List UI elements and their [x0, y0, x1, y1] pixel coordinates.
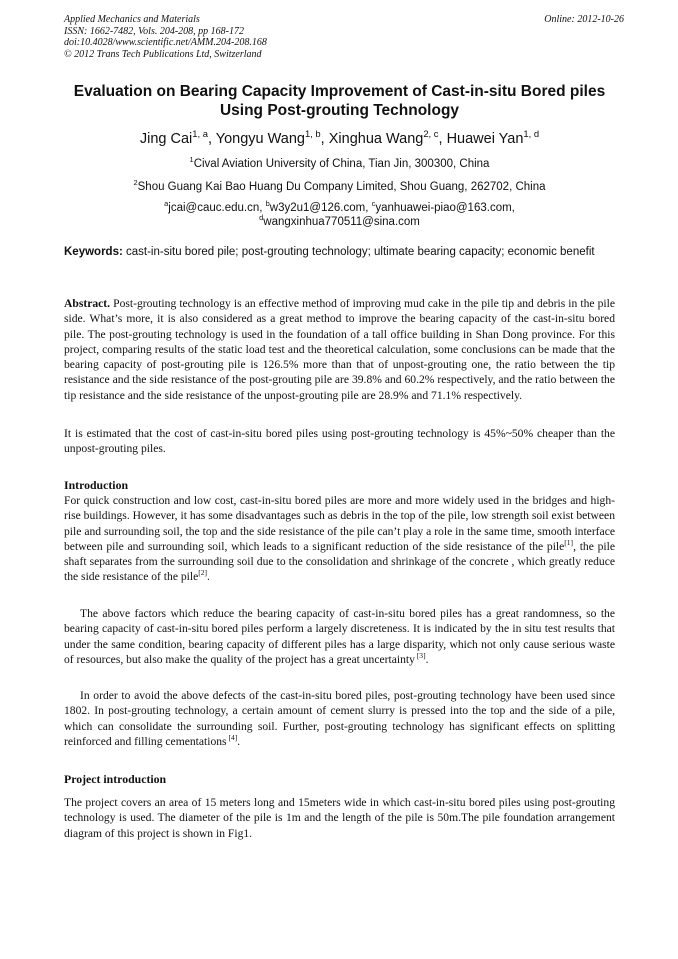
email-address: jcai@cauc.edu.cn, [168, 202, 266, 214]
author-affil-mark: 1, a [192, 128, 208, 140]
email-mark: a [164, 199, 169, 209]
email-address: wangxinhua770511@sina.com [263, 216, 420, 228]
email-mark: d [259, 213, 264, 223]
author-name: Yongyu Wang [215, 131, 305, 147]
keywords-label: Keywords: [64, 246, 123, 258]
keywords [64, 245, 615, 259]
author-name: Xinghua Wang [328, 131, 424, 147]
abstract-label: Abstract. [64, 297, 111, 310]
email-list [64, 201, 615, 229]
email-address: w3y2u1@126.com, [269, 202, 372, 214]
email-address: yanhuawei-piao@163.com, [375, 202, 515, 214]
journal-name: Applied Mechanics and Materials [64, 14, 200, 25]
affiliation-text: Cival Aviation University of China, Tian Jin, 300300, China [193, 158, 490, 170]
title-line-1: Evaluation on Bearing Capacity Improvement of Cast-in-situ Bored piles [73, 83, 606, 100]
project-introduction-heading: Project introduction [64, 772, 167, 786]
introduction-paragraph-2: The above factors which reduce the bearing capacity of cast-in-situ bored piles has a great randomness, so the bearing capacity of cast-in-situ bored piles perform a largely discreteness. It is indicated by the in situ test results that under the same condition, bearing capacity of different piles has a large disparity, which not only cause serious waste of resources, but also make the quality of the project has a great uncertainty [3]. [64, 607, 615, 666]
email-mark: b [265, 199, 270, 209]
abstract-paragraph-2: It is estimated that the cost of cast-in-situ bored piles using post-grouting technology is 45%~50% cheaper than the unpost-grouting piles. [64, 427, 615, 456]
citation-ref: [3] [414, 651, 426, 661]
affiliation-1 [64, 157, 615, 171]
affiliation-mark: 2 [133, 178, 138, 188]
citation-ref: [4] [226, 733, 238, 743]
author-name: Huawei Yan [446, 131, 524, 147]
paper-title [64, 82, 615, 120]
affiliation-mark: 1 [189, 155, 194, 165]
introduction-paragraph-1: For quick construction and low cost, cast-in-situ bored piles are more and more widely used in the bridges and high-rise buildings. However, it has some disadvantages such as debris in the top of the pile, low strength soil exist between pile and surrounding soil, the top and the side resistance of the pile can’t play a role in the same time, smooth interface between pile and surrounding soil, which leads to a significant reduction of the side resistance of the pile[1], the pile shaft separates from the surrounding soil due to the consolidation and shrinkage of the concrete , which greatly reduce the side resistance of the pile[2]. [64, 494, 615, 584]
author-affil-mark: 1, d [523, 128, 540, 140]
author-affil-mark: 1, b [304, 128, 321, 140]
introduction-paragraph-3: In order to avoid the above defects of the cast-in-situ bored piles, post-grouting technology have been used since 1802. In post-grouting technology, a certain amount of cement slurry is pressed into the top and the side of a pile, which can consolidate the surrounding soil. Further, post-grouting technology has significant effects on splitting reinforced and filling cementations [4]. [64, 689, 615, 748]
citation-ref: [2] [198, 568, 208, 578]
email-mark: c [371, 199, 376, 209]
journal-issn: ISSN: 1662-7482, Vols. 204-208, pp 168-172 [64, 25, 244, 37]
journal-doi: doi:10.4028/www.scientific.net/AMM.204-208.168 [64, 37, 267, 48]
project-introduction-paragraph: The project covers an area of 15 meters long and 15meters wide in which cast-in-situ bored piles using post-grouting technology is used. The diameter of the pile is 1m and the length of the pile is 50m.The pile foundation arrangement diagram of this project is shown in Fig1. [64, 796, 615, 840]
introduction-heading: Introduction [64, 478, 129, 492]
author-list: Jing Cai$^{1, a}$, Yongyu Wang$^{1, b}$, Xinghua Wang$^{2, c}$, Huawei Yan$^{1, d}$ [139, 128, 540, 147]
author-affil-mark: 2, c [423, 128, 439, 140]
title-line-2: Using Post-grouting Technology [219, 102, 460, 119]
abstract-paragraph-1 [64, 296, 615, 403]
author-name: Jing Cai [139, 131, 193, 147]
affiliation-text: Shou Guang Kai Bao Huang Du Company Limited, Shou Guang, 262702, China [137, 181, 546, 193]
citation-ref: [1] [564, 538, 574, 548]
abstract-text: Post-grouting technology is an effective method of improving mud cake in the pile tip and debris in the pile side. What’s more, it is also considered as a great method to improve the bearing capacity of the cast-in-situ bored pile. The post-grouting technology is used in the foundation of a tall office building in Shan Dong province. For this project, comparing results of the static load test and the theoretical calculation, some conclusions can be made that the bearing capacity of post-grouting pile is 126.5% more than that of unpost-grouting one, the ratio between the tip resistance and the side resistance of the post-grouting pile are 39.8% and 60.2% respectively, and the ratio between the tip resistance and the side resistance of the unpost-grouting pile are 28.9% and 71.1% respectively. [64, 297, 615, 402]
affiliation-2 [64, 180, 615, 194]
keywords-text: cast-in-situ bored pile; post-grouting technology; ultimate bearing capacity; economic benefit [126, 246, 595, 258]
journal-header [64, 14, 624, 60]
online-date: Online: 2012-10-26 [544, 14, 624, 25]
journal-copyright: © 2012 Trans Tech Publications Ltd, Switzerland [64, 48, 262, 60]
